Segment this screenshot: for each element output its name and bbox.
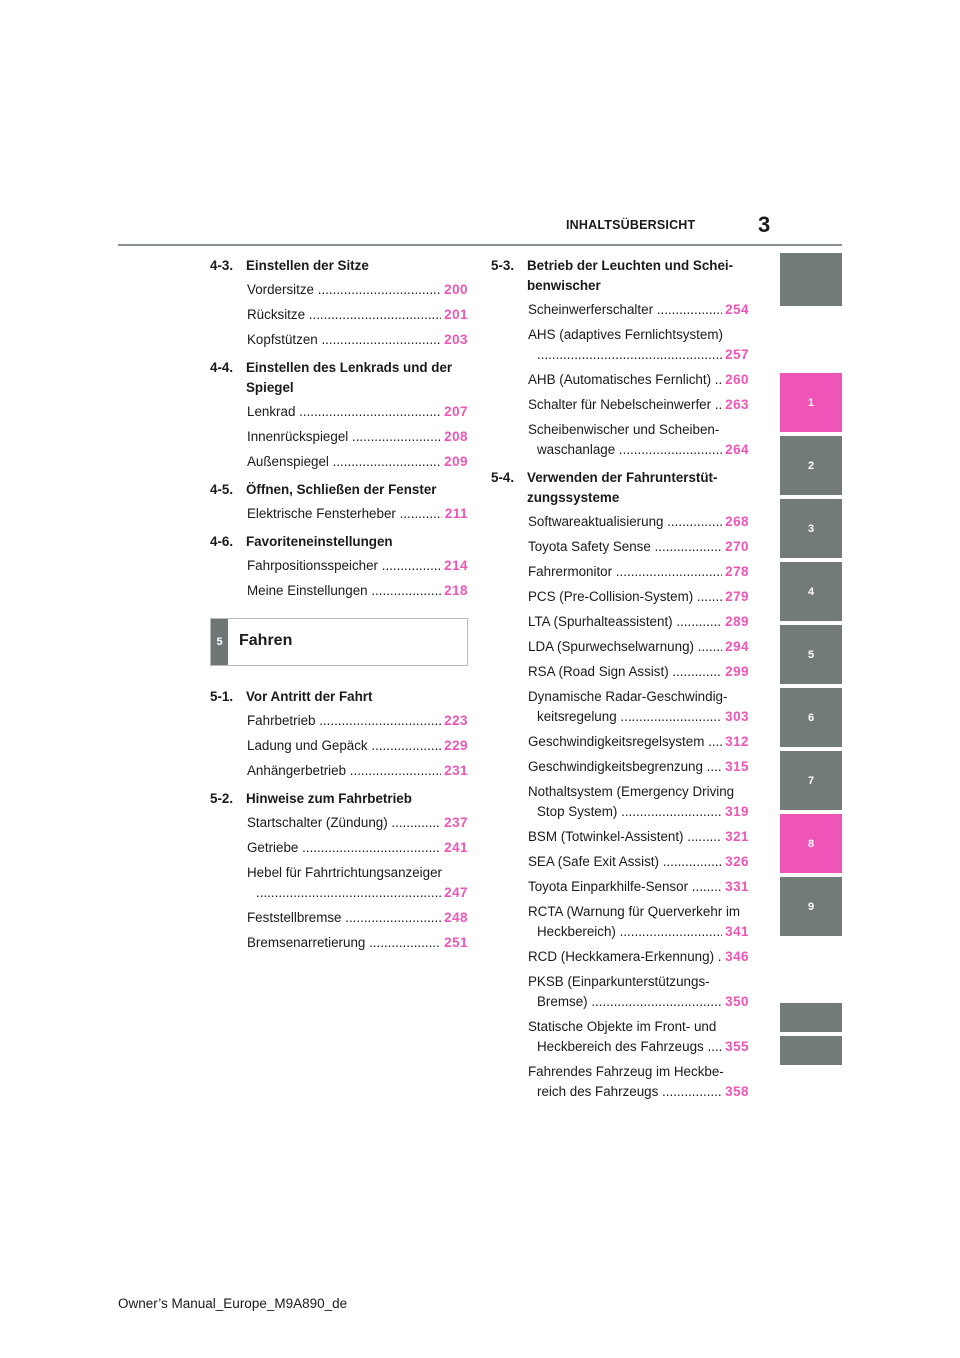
toc-entry-label: Toyota Safety Sense ..... bbox=[528, 537, 722, 557]
toc-entry-label: Startschalter (Zündung) ..... bbox=[247, 813, 441, 833]
toc-entry-label-cont: Stop System) ..... bbox=[537, 802, 722, 822]
toc-entry[interactable] bbox=[247, 504, 468, 529]
toc-section-number: 5-2. bbox=[210, 791, 234, 806]
page-number: 3 bbox=[758, 212, 771, 237]
toc-entry-label: Meine Einstellungen ..... bbox=[247, 581, 441, 601]
toc-page-link[interactable]: 257 bbox=[725, 347, 749, 362]
toc-page-link[interactable]: 251 bbox=[444, 935, 468, 950]
toc-entry-label: Getriebe ..... bbox=[247, 838, 441, 858]
toc-entry-label-cont: Heckbereich des Fahrzeugs ..... bbox=[537, 1037, 722, 1057]
toc-section-heading bbox=[210, 355, 468, 402]
toc-entry-line bbox=[256, 883, 468, 903]
toc-page-link[interactable]: 207 bbox=[444, 404, 468, 419]
toc-page-link[interactable]: 294 bbox=[725, 639, 749, 654]
toc-entry-label: LDA (Spurwechselwarnung) ..... bbox=[528, 637, 722, 657]
toc-entry-label: RCTA (Warnung für Querverkehr im bbox=[528, 904, 741, 919]
toc-page-link[interactable]: 270 bbox=[725, 539, 749, 554]
toc-page-link[interactable]: 211 bbox=[444, 506, 468, 521]
toc-page-link[interactable]: 223 bbox=[444, 713, 468, 728]
toc-entry-label: Kopfstützen ..... bbox=[247, 330, 441, 350]
toc-section-number: 4-5. bbox=[210, 482, 234, 497]
toc-entry-label-cont: Bremse) ..... bbox=[537, 992, 722, 1012]
toc-page-link[interactable]: 209 bbox=[444, 454, 468, 469]
toc-entry[interactable] bbox=[528, 827, 749, 852]
toc-page-link[interactable]: 241 bbox=[444, 840, 468, 855]
toc-entry[interactable] bbox=[528, 732, 749, 757]
toc-entry[interactable] bbox=[528, 300, 749, 325]
toc-entry-label: Nothaltsystem (Emergency Driving bbox=[528, 784, 735, 799]
toc-section-title: Vor Antritt der Fahrt bbox=[246, 689, 373, 704]
toc-entry-label: AHS (adaptives Fernlichtsystem) bbox=[528, 327, 723, 342]
toc-section-heading bbox=[210, 684, 468, 711]
toc-entry[interactable] bbox=[247, 813, 468, 838]
toc-section-number: 5-3. bbox=[491, 258, 515, 273]
toc-entry[interactable] bbox=[247, 736, 468, 761]
toc-section-heading bbox=[491, 465, 749, 512]
toc-entry-label: Scheibenwischer und Scheiben- bbox=[528, 422, 720, 437]
toc-page-link[interactable]: 312 bbox=[725, 734, 749, 749]
toc-entry-label: Toyota Einparkhilfe-Sensor ..... bbox=[528, 877, 722, 897]
toc-entry-label-cont: Heckbereich) ..... bbox=[537, 922, 722, 942]
toc-page-link[interactable]: 278 bbox=[725, 564, 749, 579]
toc-entry-label: Softwareaktualisierung ..... bbox=[528, 512, 722, 532]
toc-entry[interactable] bbox=[247, 330, 468, 355]
toc-entry[interactable] bbox=[247, 711, 468, 736]
toc-page-link[interactable]: 355 bbox=[725, 1039, 749, 1054]
toc-entry-label: Bremsenarretierung ..... bbox=[247, 933, 441, 953]
toc-entry-label: LTA (Spurhalteassistent) ..... bbox=[528, 612, 722, 632]
toc-entry[interactable] bbox=[528, 1062, 749, 1107]
toc-entry-line bbox=[537, 440, 749, 460]
toc-page-link[interactable]: 341 bbox=[725, 924, 749, 939]
toc-entry[interactable] bbox=[528, 370, 749, 395]
toc-page-link[interactable]: 214 bbox=[444, 558, 468, 573]
toc-section-number: 5-4. bbox=[491, 470, 515, 485]
toc-entry-label: Elektrische Fensterheber ..... bbox=[247, 504, 442, 524]
toc-entry-label: Innenrückspiegel ..... bbox=[247, 427, 441, 447]
toc-page-link[interactable]: 321 bbox=[725, 829, 749, 844]
toc-page-link[interactable]: 247 bbox=[444, 885, 468, 900]
toc-entry[interactable] bbox=[528, 757, 749, 782]
chapter-tab[interactable]: 5 bbox=[780, 625, 842, 684]
toc-section-title: Verwenden der Fahrunterstüt-zungssysteme bbox=[527, 470, 718, 505]
toc-right-column bbox=[491, 253, 749, 1107]
toc-section-title: Favoriteneinstellungen bbox=[246, 534, 393, 549]
toc-entry-label: Schalter für Nebelscheinwerfer ..... bbox=[528, 395, 722, 415]
toc-entry-label: BSM (Totwinkel-Assistent) ..... bbox=[528, 827, 722, 847]
toc-page-link[interactable]: 200 bbox=[444, 282, 468, 297]
toc-page-link[interactable]: 319 bbox=[725, 804, 749, 819]
chapter-box[interactable] bbox=[210, 618, 468, 666]
toc-section-number: 5-1. bbox=[210, 689, 234, 704]
toc-entry-label: Fahrpositionsspeicher ..... bbox=[247, 556, 441, 576]
toc-section-title: Einstellen der Sitze bbox=[246, 258, 369, 273]
toc-page-link[interactable]: 237 bbox=[444, 815, 468, 830]
toc-entry[interactable] bbox=[528, 852, 749, 877]
toc-page-link[interactable]: 279 bbox=[725, 589, 749, 604]
toc-entry-label: Anhängerbetrieb ..... bbox=[247, 761, 441, 781]
toc-entry-label: Lenkrad ..... bbox=[247, 402, 441, 422]
toc-page-link[interactable]: 208 bbox=[444, 429, 468, 444]
toc-section-title: Hinweise zum Fahrbetrieb bbox=[246, 791, 412, 806]
toc-entry[interactable] bbox=[528, 972, 749, 1017]
toc-entry-label: Vordersitze ..... bbox=[247, 280, 441, 300]
toc-page-link[interactable]: 260 bbox=[725, 372, 749, 387]
toc-entry[interactable] bbox=[247, 427, 468, 452]
toc-page-link[interactable]: 326 bbox=[725, 854, 749, 869]
chapter-tab[interactable] bbox=[780, 253, 842, 306]
toc-page-link[interactable]: 218 bbox=[444, 583, 468, 598]
toc-page-link[interactable]: 303 bbox=[725, 709, 749, 724]
toc-entry-line bbox=[537, 1082, 749, 1102]
toc-entry[interactable] bbox=[247, 556, 468, 581]
toc-section-title: Betrieb der Leuchten und Schei-benwischer bbox=[527, 258, 734, 293]
toc-entry[interactable] bbox=[528, 587, 749, 612]
toc-entry-label-cont: waschanlage ..... bbox=[537, 440, 722, 460]
toc-section-heading bbox=[491, 253, 749, 300]
toc-page-link[interactable]: 268 bbox=[725, 514, 749, 529]
toc-entry[interactable] bbox=[247, 452, 468, 477]
chapter-tab[interactable]: 1 bbox=[780, 373, 842, 432]
toc-section-heading bbox=[210, 477, 468, 504]
toc-page-link[interactable]: 201 bbox=[444, 307, 468, 322]
toc-entry-line bbox=[537, 707, 749, 727]
toc-entry-label: AHB (Automatisches Fernlicht) ..... bbox=[528, 370, 722, 390]
toc-entry[interactable] bbox=[247, 933, 468, 958]
toc-entry[interactable] bbox=[247, 863, 468, 908]
toc-page-link[interactable]: 331 bbox=[725, 879, 749, 894]
toc-entry[interactable] bbox=[528, 512, 749, 537]
toc-entry[interactable] bbox=[247, 908, 468, 933]
toc-page-link[interactable]: 289 bbox=[725, 614, 749, 629]
toc-section-number: 4-4. bbox=[210, 360, 234, 375]
toc-entry[interactable] bbox=[528, 662, 749, 687]
toc-entry[interactable] bbox=[247, 761, 468, 786]
toc-entry-label: RCD (Heckkamera-Erkennung) ..... bbox=[528, 947, 722, 967]
toc-entry[interactable] bbox=[528, 1017, 749, 1062]
toc-entry-label: Hebel für Fahrtrichtungsanzeiger bbox=[247, 865, 443, 880]
footer-manual-id: Owner’s Manual_Europe_M9A890_de bbox=[118, 1296, 348, 1311]
toc-section-number: 4-3. bbox=[210, 258, 234, 273]
toc-entry-label: Fahrermonitor ..... bbox=[528, 562, 722, 582]
toc-entry-line bbox=[537, 922, 749, 942]
chapter-tab[interactable]: 6 bbox=[780, 688, 842, 747]
chapter-tab[interactable]: 8 bbox=[780, 814, 842, 873]
toc-entry[interactable] bbox=[247, 305, 468, 330]
toc-entry[interactable] bbox=[247, 581, 468, 606]
toc-page-link[interactable]: 231 bbox=[444, 763, 468, 778]
toc-entry[interactable] bbox=[528, 902, 749, 947]
toc-entry-line bbox=[537, 802, 749, 822]
toc-entry-label: Geschwindigkeitsregelsystem ..... bbox=[528, 732, 722, 752]
toc-entry[interactable] bbox=[528, 325, 749, 370]
toc-entry-label: Fahrbetrieb ..... bbox=[247, 711, 441, 731]
toc-entry-label: Feststellbremse ..... bbox=[247, 908, 441, 928]
toc-page-link[interactable]: 203 bbox=[444, 332, 468, 347]
toc-entry[interactable] bbox=[528, 420, 749, 465]
toc-entry-label: PCS (Pre-Collision-System) ..... bbox=[528, 587, 722, 607]
toc-entry-line bbox=[537, 345, 749, 365]
toc-section-title: Öffnen, Schließen der Fenster bbox=[246, 482, 437, 497]
toc-entry-label-cont bbox=[256, 883, 441, 903]
toc-page-link[interactable]: 350 bbox=[725, 994, 749, 1009]
toc-entry[interactable] bbox=[528, 612, 749, 637]
toc-entry[interactable] bbox=[528, 687, 749, 732]
toc-page-link[interactable]: 315 bbox=[725, 759, 749, 774]
toc-entry[interactable] bbox=[528, 395, 749, 420]
toc-entry-line bbox=[537, 1037, 749, 1057]
chapter-number-tab: 5 bbox=[211, 619, 228, 665]
toc-left-column bbox=[210, 253, 468, 958]
chapter-tab[interactable] bbox=[780, 1036, 842, 1065]
toc-page-link[interactable]: 346 bbox=[725, 949, 749, 964]
toc-entry[interactable] bbox=[528, 537, 749, 562]
toc-section-heading bbox=[210, 253, 468, 280]
header-section-title: INHALTSÜBERSICHT bbox=[566, 218, 696, 232]
toc-entry-label: SEA (Safe Exit Assist) ..... bbox=[528, 852, 722, 872]
chapter-tab[interactable]: 2 bbox=[780, 436, 842, 495]
toc-entry-label: Fahrendes Fahrzeug im Heckbe- bbox=[528, 1064, 724, 1079]
chapter-tab[interactable]: 7 bbox=[780, 751, 842, 810]
toc-section-heading bbox=[210, 529, 468, 556]
toc-entry[interactable] bbox=[528, 562, 749, 587]
toc-entry-label: Geschwindigkeitsbegrenzung ..... bbox=[528, 757, 722, 777]
toc-entry-label-cont: reich des Fahrzeugs ..... bbox=[537, 1082, 722, 1102]
chapter-tab[interactable]: 3 bbox=[780, 499, 842, 558]
toc-entry-label: RSA (Road Sign Assist) ..... bbox=[528, 662, 722, 682]
toc-section-heading bbox=[210, 786, 468, 813]
toc-entry[interactable] bbox=[528, 782, 749, 827]
toc-page-link[interactable]: 254 bbox=[725, 302, 749, 317]
toc-entry-label: Außenspiegel ..... bbox=[247, 452, 441, 472]
toc-entry[interactable] bbox=[247, 402, 468, 427]
toc-entry-label-cont: keitsregelung ..... bbox=[537, 707, 722, 727]
toc-entry-line bbox=[537, 992, 749, 1012]
chapter-tab[interactable]: 9 bbox=[780, 877, 842, 936]
toc-section-title: Einstellen des Lenkrads und der Spiegel bbox=[246, 360, 453, 395]
header-rule bbox=[118, 244, 842, 246]
toc-page-link[interactable]: 299 bbox=[725, 664, 749, 679]
toc-entry[interactable] bbox=[247, 280, 468, 305]
toc-entry[interactable] bbox=[528, 947, 749, 972]
chapter-title: Fahren bbox=[239, 632, 293, 649]
toc-page-link[interactable]: 263 bbox=[725, 397, 749, 412]
toc-entry-label-cont bbox=[537, 345, 722, 365]
chapter-tab[interactable] bbox=[780, 1003, 842, 1032]
toc-page-link[interactable]: 229 bbox=[444, 738, 468, 753]
toc-section-number: 4-6. bbox=[210, 534, 234, 549]
toc-entry[interactable] bbox=[528, 877, 749, 902]
toc-entry-label: Statische Objekte im Front- und bbox=[528, 1019, 717, 1034]
toc-entry-label: Scheinwerferschalter ..... bbox=[528, 300, 722, 320]
toc-entry-label: Rücksitze ..... bbox=[247, 305, 441, 325]
toc-entry-label: Ladung und Gepäck ..... bbox=[247, 736, 441, 756]
toc-entry[interactable] bbox=[528, 637, 749, 662]
toc-entry[interactable] bbox=[247, 838, 468, 863]
toc-entry-label: PKSB (Einparkunterstützungs- bbox=[528, 974, 710, 989]
toc-entry-label: Dynamische Radar-Geschwindig- bbox=[528, 689, 728, 704]
toc-page-link[interactable]: 358 bbox=[725, 1084, 749, 1099]
toc-page-link[interactable]: 248 bbox=[444, 910, 468, 925]
chapter-tab[interactable]: 4 bbox=[780, 562, 842, 621]
toc-page-link[interactable]: 264 bbox=[725, 442, 749, 457]
